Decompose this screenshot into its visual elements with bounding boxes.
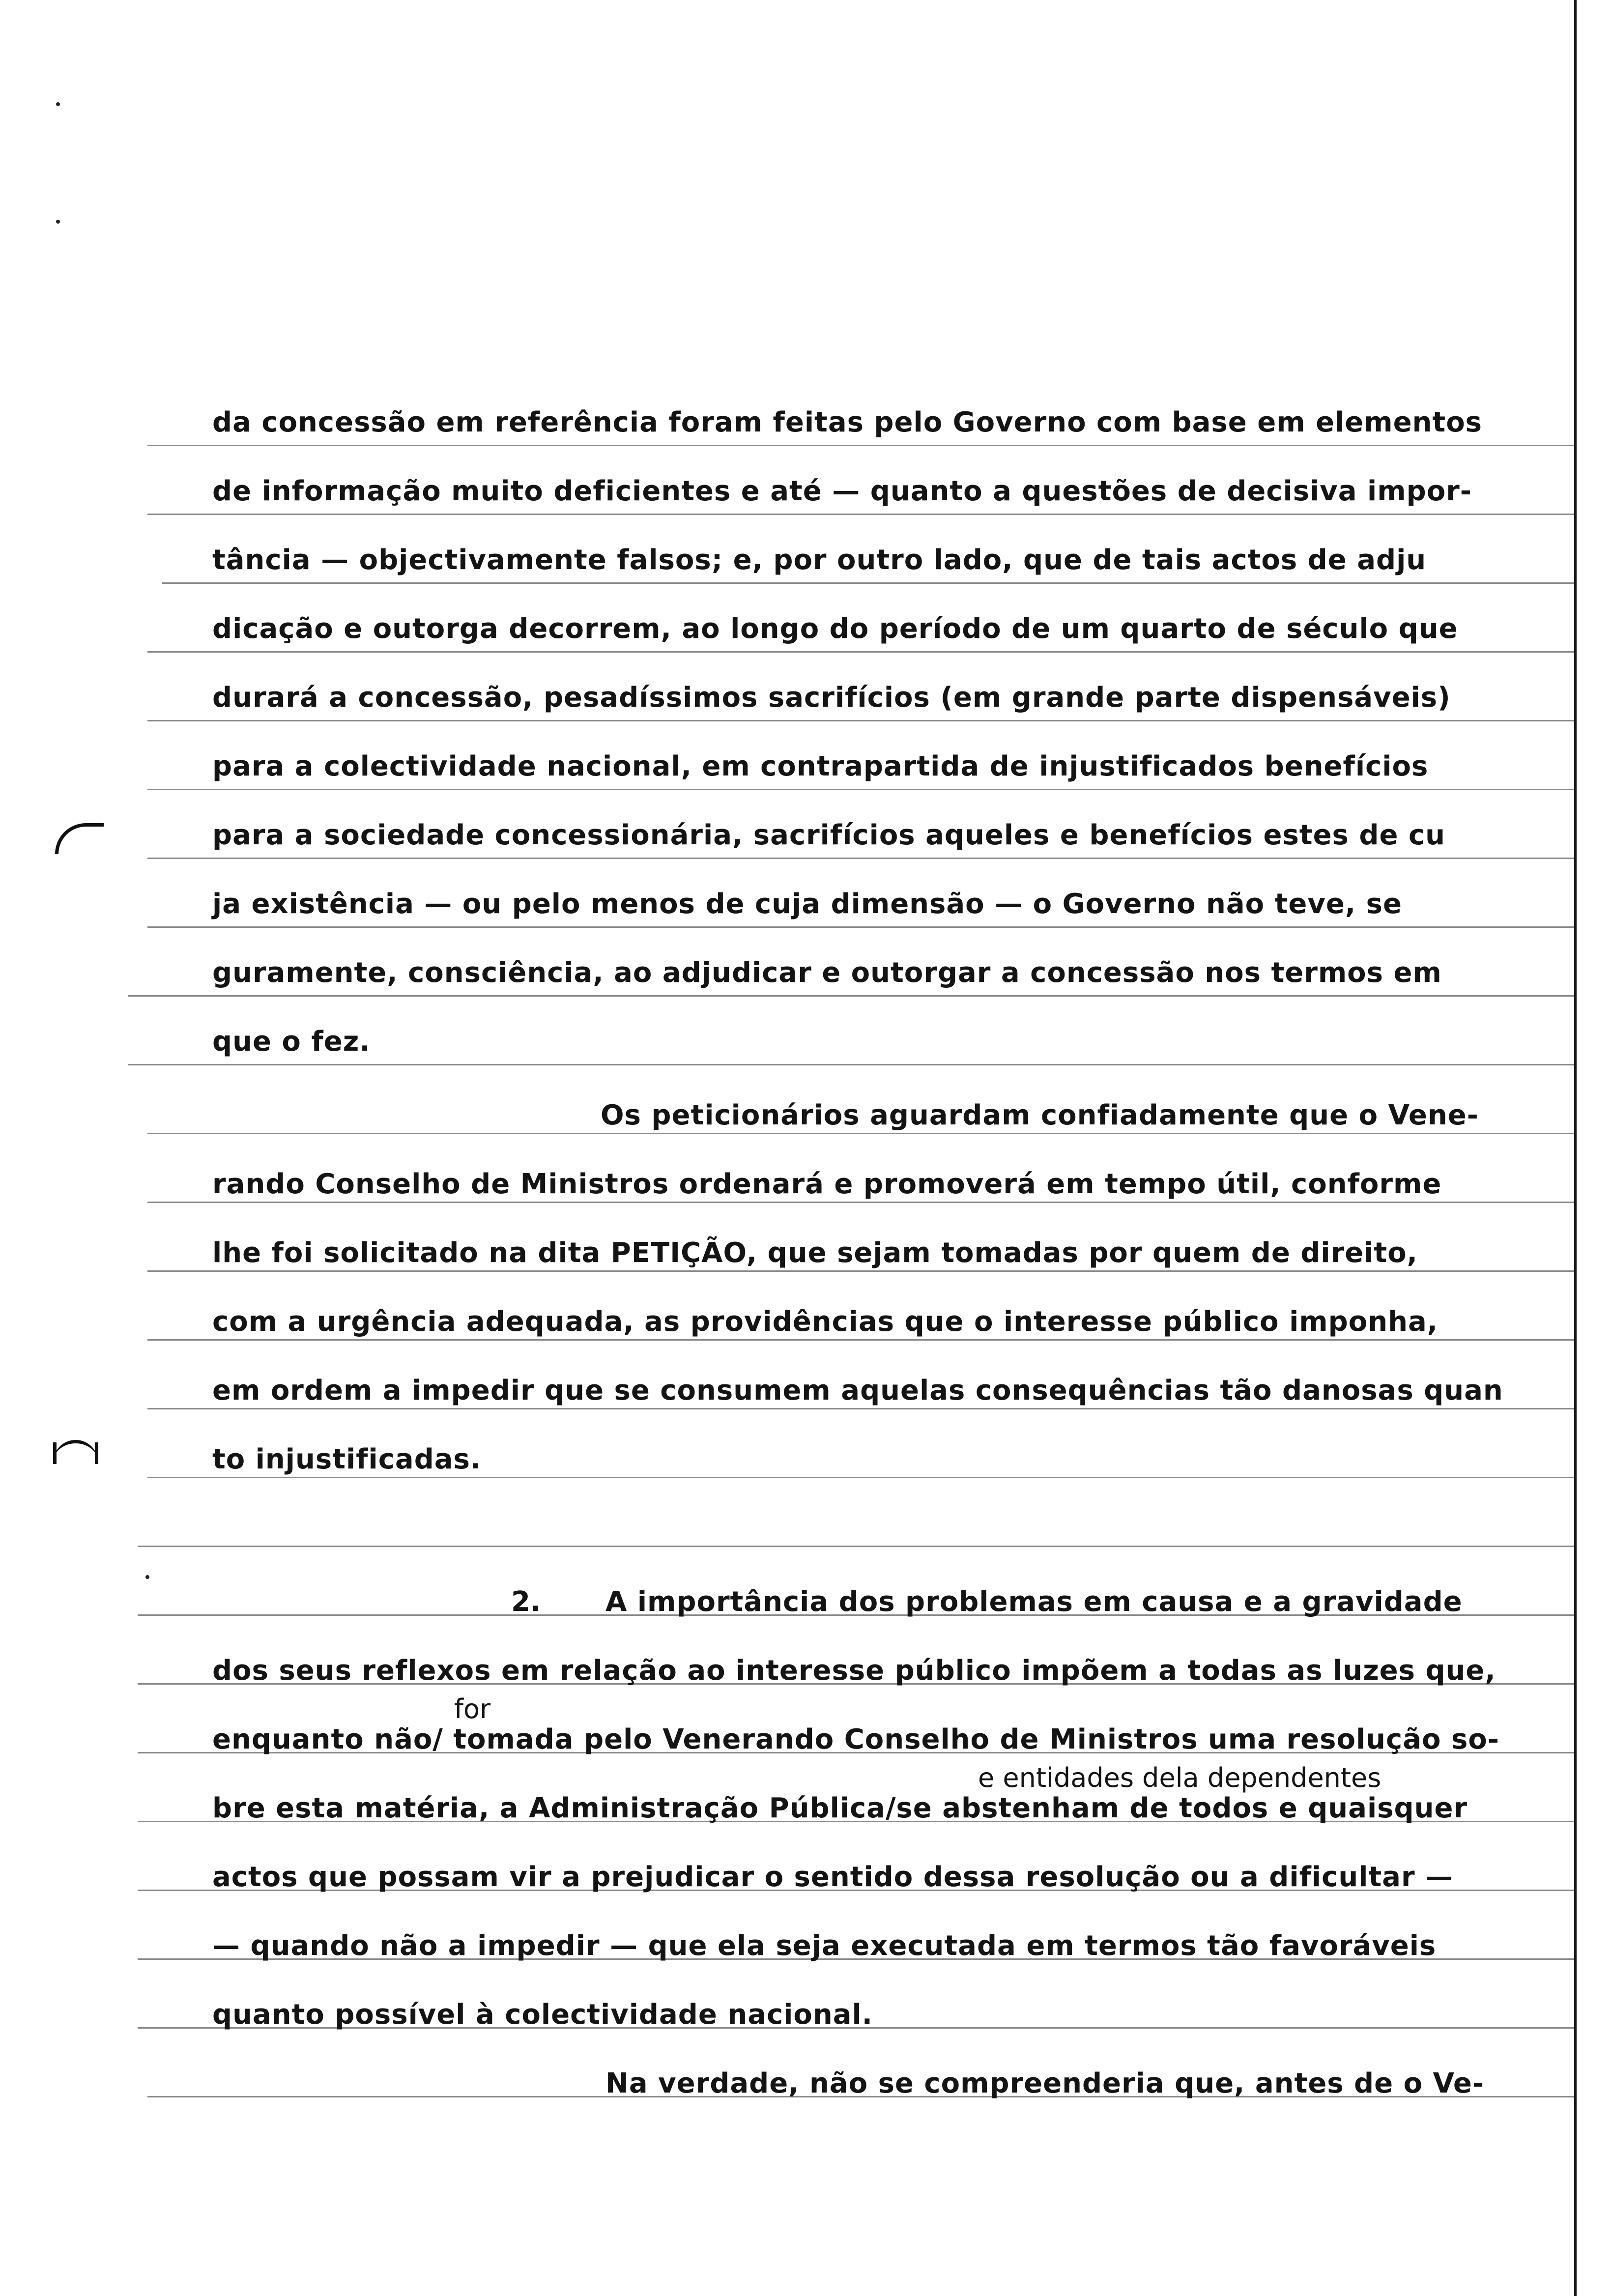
text-line: lhe foi solicitado na dita PETIÇÃO, que sejam tomadas por quem de direito, — [212, 1237, 1418, 1269]
text-line: que o fez. — [212, 1026, 371, 1058]
section-number: 2. — [511, 1586, 541, 1618]
speck-mark — [56, 102, 60, 106]
paragraph-opening-line: Na verdade, não se compreenderia que, antes de o Ve- — [605, 2067, 1485, 2099]
text-line: actos que possam vir a prejudicar o sentido dessa resolução ou a dificultar — — [212, 1861, 1454, 1893]
margin-rule — [1574, 0, 1577, 2296]
text-line: em ordem a impedir que se consumem aquelas consequências tão danosas quan — [212, 1375, 1503, 1406]
text-line: ja existência — ou pelo menos de cuja dimensão — o Governo não teve, se — [212, 888, 1402, 920]
text-line: para a sociedade concessionária, sacrifícios aqueles e benefícios estes de cu — [212, 819, 1446, 851]
speck-mark — [145, 1575, 149, 1579]
text-line: dos seus reflexos em relação ao interesse público impõem a todas as luzes que, — [212, 1655, 1496, 1687]
text-line: to injustificadas. — [212, 1443, 482, 1475]
text-line: enquanto não/ tomada pelo Venerando Conselho de Ministros uma resolução so- — [212, 1723, 1500, 1755]
text-line: bre esta matéria, a Administração Pública/se abstenham de todos e quaisquer — [212, 1792, 1468, 1824]
text-line: rando Conselho de Ministros ordenará e promoverá em tempo útil, conforme — [212, 1168, 1442, 1200]
text-line: de informação muito deficientes e até — quanto a questões de decisiva impor- — [212, 475, 1472, 507]
text-line: para a colectividade nacional, em contrapartida de injustificados benefícios — [212, 750, 1429, 782]
text-line: da concessão em referência foram feitas pelo Governo com base em elementos — [212, 406, 1482, 438]
handwritten-insertion: for — [454, 1693, 491, 1724]
text-line: durará a concessão, pesadíssimos sacrifícios (em grande parte dispensáveis) — [212, 682, 1451, 714]
text-line: com a urgência adequada, as providências que o interesse público imponha, — [212, 1306, 1439, 1338]
paragraph-opening-line: A importância dos problemas em causa e a gravidade — [605, 1586, 1463, 1618]
text-line: dicação e outorga decorrem, ao longo do período de um quarto de século que — [212, 613, 1458, 645]
speck-mark — [56, 220, 60, 224]
text-line: guramente, consciência, ao adjudicar e outorgar a concessão nos termos em — [212, 957, 1442, 989]
text-line: — quando não a impedir — que ela seja executada em termos tão favoráveis — [212, 1930, 1437, 1962]
paragraph-opening-line: Os peticionários aguardam confiadamente que o Vene- — [601, 1099, 1479, 1131]
text-line: quanto possível à colectividade nacional. — [212, 1999, 873, 2031]
text-line: tância — objectivamente falsos; e, por outro lado, que de tais actos de adju — [212, 544, 1427, 576]
handwritten-insertion: e entidades dela dependentes — [978, 1762, 1382, 1793]
